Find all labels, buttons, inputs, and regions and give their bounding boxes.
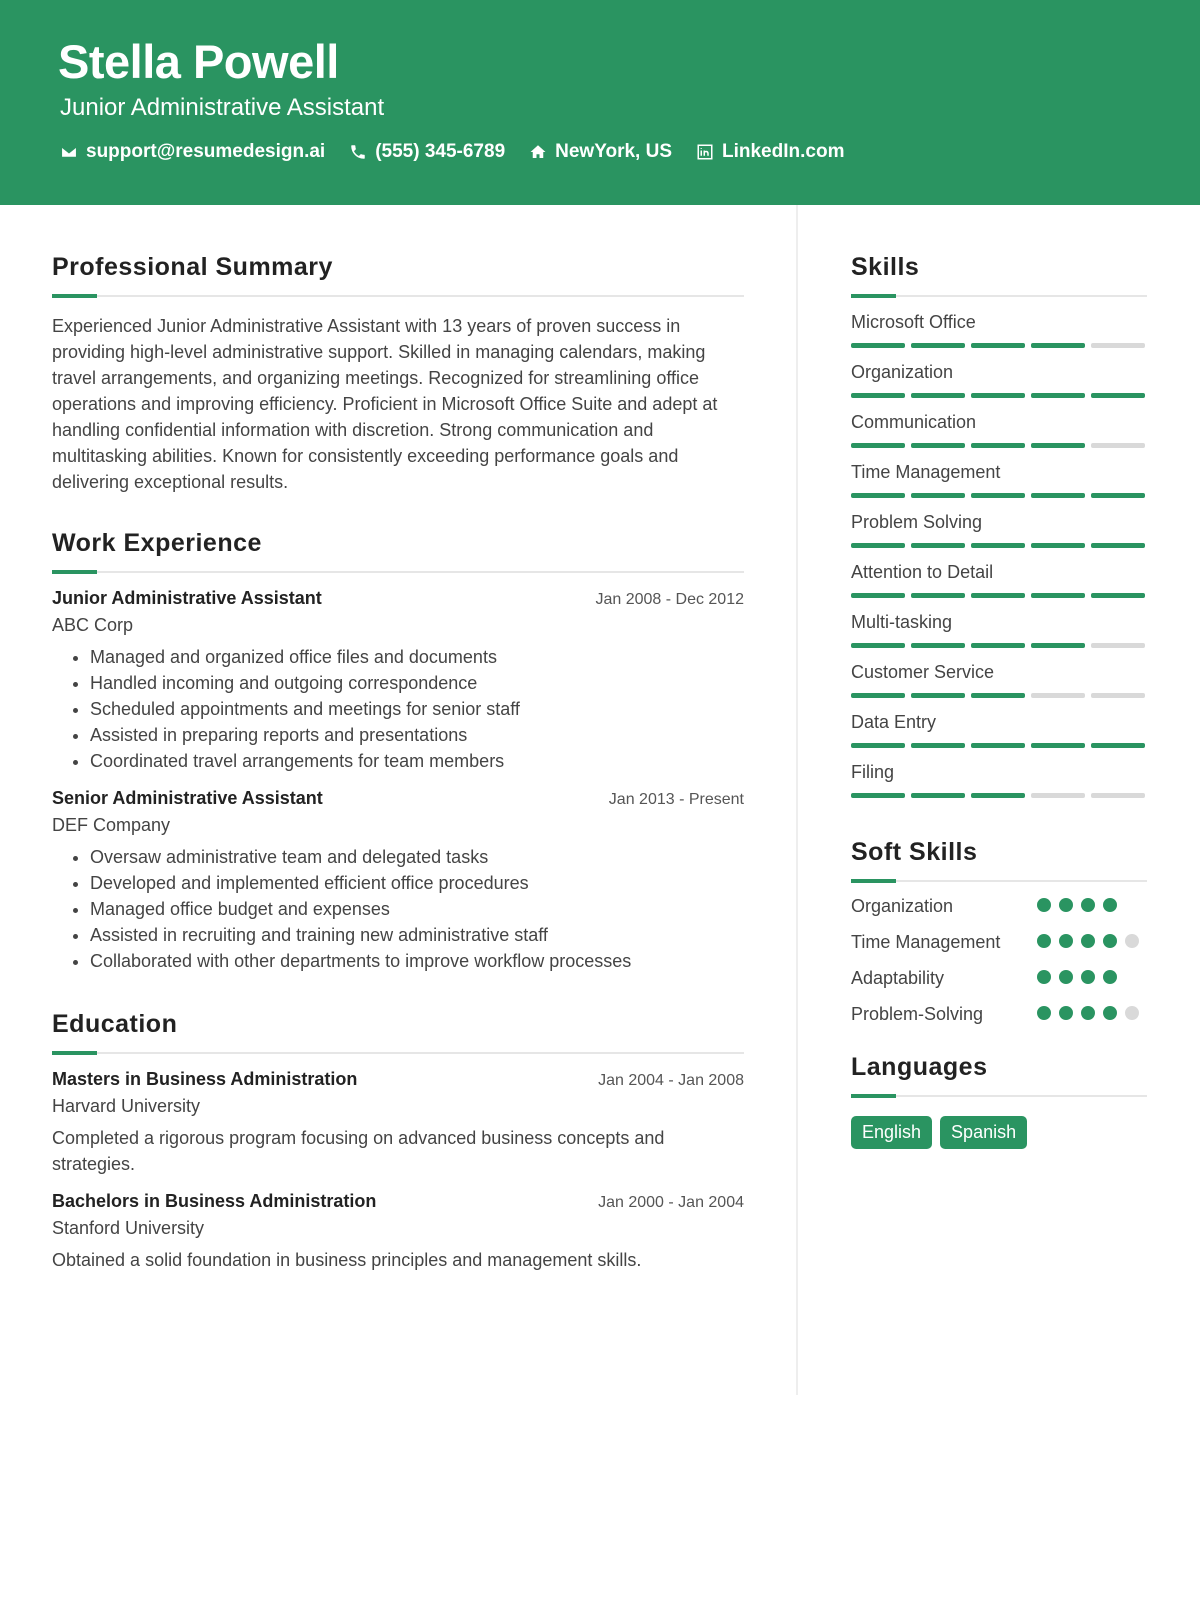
skill-level-segment	[1091, 693, 1145, 698]
main-column	[52, 205, 744, 1273]
column-divider	[796, 205, 798, 1395]
rating-dot	[1081, 1006, 1095, 1020]
soft-skills-section	[851, 838, 1147, 1027]
job-company: ABC Corp	[52, 615, 134, 635]
skill-level-segment	[1091, 643, 1145, 648]
job-header	[52, 788, 744, 809]
skill-level-segment	[1031, 593, 1085, 598]
section-divider	[52, 1051, 744, 1055]
skill-level-bar	[851, 743, 1147, 748]
candidate-role: Junior Administrative Assistant	[60, 94, 385, 121]
skill-level-segment	[971, 393, 1025, 398]
school-name: Stanford University	[52, 1218, 205, 1238]
soft-skill-rating	[1037, 1001, 1147, 1027]
contact-linkedin-text: LinkedIn.com	[722, 141, 845, 162]
skill-level-segment	[911, 393, 965, 398]
skill-item	[851, 462, 1147, 498]
rating-dot	[1059, 970, 1073, 984]
job-bullet: • Collaborated with other departments to improve workflow processes	[90, 948, 744, 974]
skill-level-segment	[851, 393, 905, 398]
soft-skill-rating	[1037, 965, 1147, 991]
skill-item	[851, 412, 1147, 448]
skill-name: Time Management	[851, 462, 1001, 482]
job-bullet: • Assisted in recruiting and training new administrative staff	[90, 922, 744, 948]
education-entry	[52, 1069, 744, 1177]
skill-level-segment	[911, 543, 965, 548]
job-title: Senior Administrative Assistant	[52, 788, 323, 808]
rating-dot	[1037, 898, 1051, 912]
skill-level-segment	[1031, 793, 1085, 798]
rating-dot	[1081, 934, 1095, 948]
skill-level-segment	[1091, 543, 1145, 548]
rating-dot	[1103, 934, 1117, 948]
language-badge: English	[851, 1116, 932, 1149]
job-bullet: • Handled incoming and outgoing correspondence	[90, 670, 744, 696]
rating-dot	[1037, 970, 1051, 984]
job-entry	[52, 588, 744, 774]
skill-item	[851, 312, 1147, 348]
contact-email[interactable]	[60, 141, 325, 163]
skill-level-segment	[1091, 793, 1145, 798]
skill-level-segment	[1091, 493, 1145, 498]
job-list	[52, 588, 744, 974]
job-bullet: • Managed office budget and expenses	[90, 896, 744, 922]
skill-level-segment	[1031, 743, 1085, 748]
section-divider	[851, 879, 1147, 883]
rating-dot	[1059, 1006, 1073, 1020]
contact-list	[60, 141, 844, 163]
skill-name: Attention to Detail	[851, 562, 994, 582]
education-title: Education	[52, 1010, 178, 1038]
skill-item	[851, 662, 1147, 698]
skill-level-bar	[851, 643, 1147, 648]
skill-level-segment	[851, 343, 905, 348]
soft-skill-item	[851, 929, 1147, 955]
skill-level-segment	[971, 543, 1025, 548]
skill-name: Multi-tasking	[851, 612, 953, 632]
education-list	[52, 1069, 744, 1273]
soft-skill-name: Organization	[851, 896, 954, 916]
sidebar-column	[851, 205, 1147, 1149]
rating-dot	[1081, 970, 1095, 984]
skill-item	[851, 712, 1147, 748]
education-description: Completed a rigorous program focusing on advanced business concepts and strategies.	[52, 1128, 665, 1174]
phone-icon	[349, 143, 367, 161]
skill-level-segment	[851, 493, 905, 498]
education-date: Jan 2004 - Jan 2008	[598, 1072, 744, 1089]
soft-skill-item	[851, 893, 1147, 919]
skill-name: Customer Service	[851, 662, 995, 682]
education-date: Jan 2000 - Jan 2004	[598, 1194, 744, 1211]
summary-title: Professional Summary	[52, 253, 333, 281]
soft-skill-item	[851, 965, 1147, 991]
job-date: Jan 2008 - Dec 2012	[595, 591, 744, 608]
contact-linkedin[interactable]	[696, 141, 844, 163]
skill-level-segment	[851, 743, 905, 748]
skill-level-segment	[851, 593, 905, 598]
section-divider	[851, 294, 1147, 298]
skill-item	[851, 612, 1147, 648]
skill-level-segment	[1091, 343, 1145, 348]
degree-title: Bachelors in Business Administration	[52, 1191, 377, 1211]
rating-dot	[1103, 970, 1117, 984]
soft-skill-name: Adaptability	[851, 968, 945, 988]
skill-level-segment	[971, 443, 1025, 448]
summary-section	[52, 253, 744, 495]
skills-section	[851, 253, 1147, 798]
rating-dot	[1037, 1006, 1051, 1020]
envelope-icon	[60, 143, 78, 161]
skill-level-bar	[851, 443, 1147, 448]
contact-phone-text: (555) 345-6789	[375, 141, 506, 162]
rating-dot	[1037, 934, 1051, 948]
skill-item	[851, 362, 1147, 398]
skill-level-segment	[971, 793, 1025, 798]
section-divider	[851, 1094, 1147, 1098]
skill-level-segment	[1031, 543, 1085, 548]
job-bullet: • Assisted in preparing reports and presentations	[90, 722, 744, 748]
skill-level-segment	[1091, 443, 1145, 448]
skill-level-segment	[1091, 393, 1145, 398]
experience-title: Work Experience	[52, 529, 262, 557]
skill-name: Organization	[851, 362, 954, 382]
soft-skill-name: Time Management	[851, 932, 1001, 952]
home-icon	[529, 143, 547, 161]
rating-dot	[1059, 934, 1073, 948]
skill-name: Communication	[851, 412, 977, 432]
education-header	[52, 1069, 744, 1090]
skill-name: Data Entry	[851, 712, 937, 732]
candidate-name: Stella Powell	[58, 35, 339, 88]
rating-dot	[1125, 934, 1139, 948]
skill-level-segment	[911, 793, 965, 798]
skill-level-segment	[1031, 643, 1085, 648]
skill-name: Problem Solving	[851, 512, 983, 532]
skill-level-segment	[971, 343, 1025, 348]
job-header	[52, 588, 744, 609]
language-list	[851, 1116, 1147, 1149]
soft-skill-rating	[1037, 893, 1147, 919]
job-entry	[52, 788, 744, 974]
education-header	[52, 1191, 744, 1212]
soft-skill-list	[851, 893, 1147, 1027]
linkedin-icon	[696, 143, 714, 161]
skill-level-bar	[851, 593, 1147, 598]
skill-level-bar	[851, 393, 1147, 398]
job-date: Jan 2013 - Present	[608, 791, 744, 808]
skill-level-segment	[851, 543, 905, 548]
job-title: Junior Administrative Assistant	[52, 588, 322, 608]
contact-location	[529, 141, 672, 163]
skill-level-segment	[911, 493, 965, 498]
skill-level-bar	[851, 343, 1147, 348]
skill-level-segment	[1091, 593, 1145, 598]
section-divider	[52, 570, 744, 574]
skill-level-bar	[851, 543, 1147, 548]
experience-section	[52, 529, 744, 974]
skill-level-bar	[851, 793, 1147, 798]
soft-skill-rating	[1037, 929, 1147, 955]
skill-level-bar	[851, 493, 1147, 498]
skill-level-bar	[851, 693, 1147, 698]
job-bullets	[52, 644, 744, 774]
soft-skills-title: Soft Skills	[851, 838, 978, 866]
languages-title: Languages	[851, 1053, 988, 1081]
summary-text: Experienced Junior Administrative Assistant with 13 years of proven success in providing high-level administrative support. Skilled in managing calendars, making travel arrangements, and organizing meetings. Recognized for streamlining office operations and improving efficiency. Proficient in Microsoft Office Suite and adept at handling confidential information with discretion. Strong communication and multitasking abilities. Known for consistently exceeding performance goals and delivering exceptional results.	[52, 316, 718, 492]
skill-item	[851, 512, 1147, 548]
skill-level-segment	[851, 693, 905, 698]
soft-skill-name: Problem-Solving	[851, 1004, 984, 1024]
job-company: DEF Company	[52, 815, 171, 835]
rating-dot	[1103, 1006, 1117, 1020]
skill-level-segment	[1031, 393, 1085, 398]
skill-level-segment	[911, 343, 965, 348]
skill-level-segment	[1091, 743, 1145, 748]
skill-name: Microsoft Office	[851, 312, 976, 332]
skill-name: Filing	[851, 762, 895, 782]
skill-item	[851, 762, 1147, 798]
rating-dot	[1059, 898, 1073, 912]
skill-level-segment	[851, 443, 905, 448]
skill-level-segment	[911, 593, 965, 598]
skill-level-segment	[851, 793, 905, 798]
education-entry	[52, 1191, 744, 1273]
skill-level-segment	[971, 493, 1025, 498]
skill-level-segment	[851, 643, 905, 648]
skill-level-segment	[971, 593, 1025, 598]
skill-level-segment	[971, 643, 1025, 648]
job-bullet: • Coordinated travel arrangements for team members	[90, 748, 744, 774]
rating-dot	[1103, 898, 1117, 912]
job-bullet: • Scheduled appointments and meetings for senior staff	[90, 696, 744, 722]
skill-level-segment	[1031, 493, 1085, 498]
skill-level-segment	[911, 443, 965, 448]
school-name: Harvard University	[52, 1096, 201, 1116]
job-bullet: • Oversaw administrative team and delegated tasks	[90, 844, 744, 870]
rating-dot	[1125, 1006, 1139, 1020]
section-divider	[52, 294, 744, 298]
job-bullets	[52, 844, 744, 974]
skill-level-segment	[1031, 343, 1085, 348]
soft-skill-item	[851, 1001, 1147, 1027]
language-badge: Spanish	[940, 1116, 1027, 1149]
education-description: Obtained a solid foundation in business principles and management skills.	[52, 1250, 642, 1270]
contact-location-text: NewYork, US	[555, 141, 672, 162]
job-bullet: • Managed and organized office files and documents	[90, 644, 744, 670]
education-section	[52, 1010, 744, 1273]
skills-title: Skills	[851, 253, 920, 281]
skill-level-segment	[911, 743, 965, 748]
languages-section	[851, 1053, 1147, 1149]
contact-phone[interactable]	[349, 141, 505, 163]
skill-level-segment	[911, 693, 965, 698]
skill-item	[851, 562, 1147, 598]
resume-header	[0, 0, 1200, 205]
rating-dot	[1081, 898, 1095, 912]
skill-level-segment	[971, 693, 1025, 698]
contact-email-text: support@resumedesign.ai	[86, 141, 326, 162]
skill-level-segment	[1031, 443, 1085, 448]
skill-list	[851, 312, 1147, 798]
job-bullet: • Developed and implemented efficient office procedures	[90, 870, 744, 896]
skill-level-segment	[971, 743, 1025, 748]
degree-title: Masters in Business Administration	[52, 1069, 358, 1089]
skill-level-segment	[1031, 693, 1085, 698]
skill-level-segment	[911, 643, 965, 648]
